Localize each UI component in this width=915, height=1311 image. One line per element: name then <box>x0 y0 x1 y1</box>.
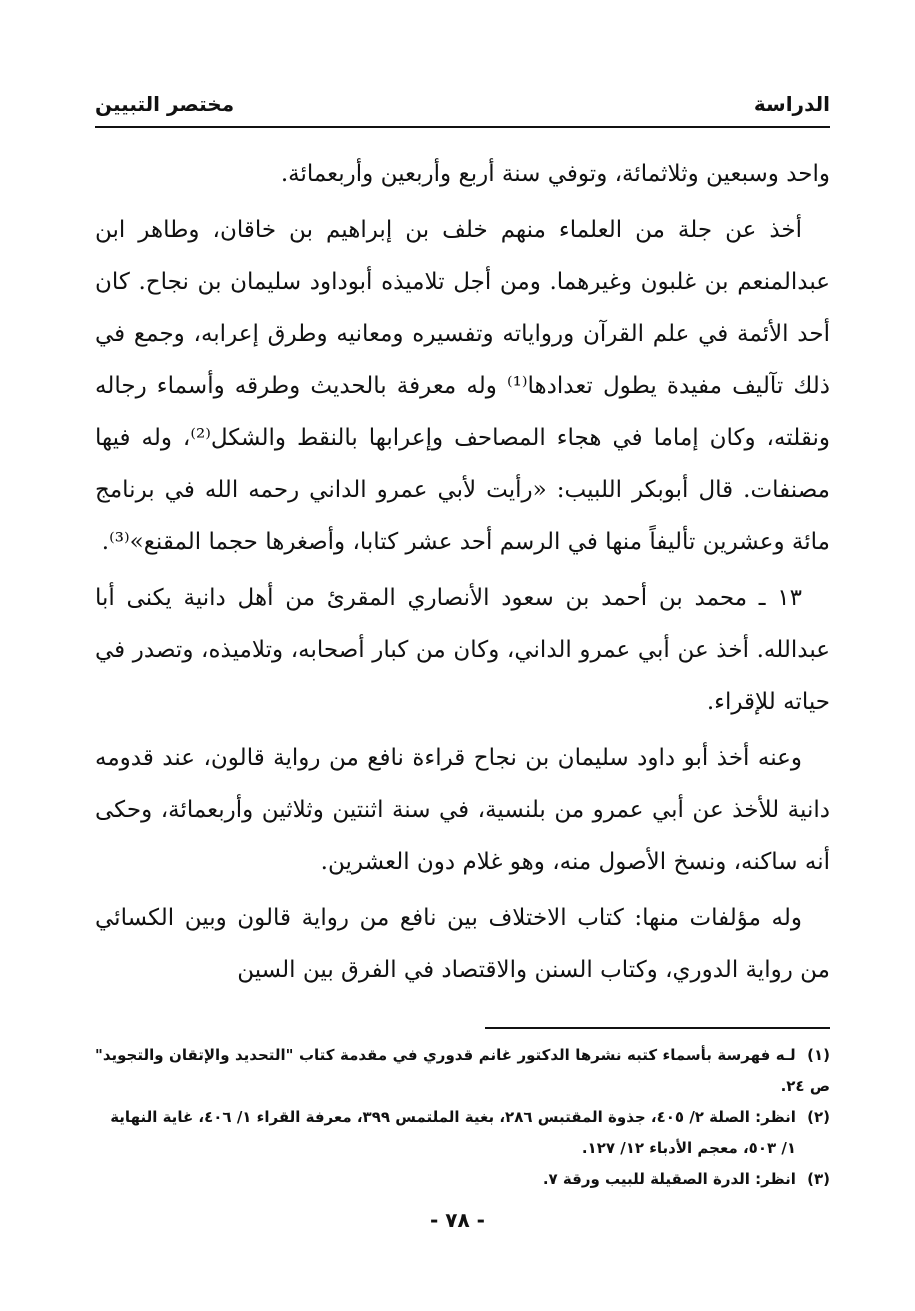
header-divider <box>95 126 830 128</box>
paragraph: أخذ عن جلة من العلماء منهم خلف بن إبراهيم بن خاقان، وطاهر ابن عبدالمنعم بن غلبون وغيرهما. ومن أجل تلاميذه أبوداود سليمان بن نجاح. كان أحد الأئمة في علم القرآن ورواياته وتفسيره ومعانيه وطرق إعرابه، وجمع في ذلك تآليف مفيدة يطول تعدادها⁽¹⁾ وله معرفة بالحديث وطرقه وأسماء رجاله ونقلته، وكان إماما في هجاء المصاحف وإعرابها بالنقط والشكل⁽²⁾، وله فيها مصنفات. قال أبوبكر اللبيب: «رأيت لأبي عمرو الداني رحمه الله في برنامج مائة وعشرين تأليفاً منها في الرسم أحد عشر كتابا، وأصغرها حجما المقنع»⁽³⁾. <box>95 217 830 555</box>
main-text <box>95 148 830 1000</box>
paragraph-entry-13: ١٣ ـ محمد بن أحمد بن سعود الأنصاري المقرئ من أهل دانية يكنى أبا عبدالله. أخذ عن أبي عمرو الداني، وكان من كبار أصحابه، وتلاميذه، وتصدر في حياته للإقراء. <box>95 585 830 715</box>
footnote-2 <box>95 1102 830 1133</box>
footnote-text: انظر: الصلة ٢/ ٤٠٥، جذوة المقتبس ٢٨٦، بغية الملتمس ٣٩٩، معرفة القراء ١/ ٤٠٦، غاية النهاية <box>110 1108 796 1126</box>
paragraph: وله مؤلفات منها: كتاب الاختلاف بين نافع من رواية قالون وبين الكسائي من رواية الدوري، وكتاب السنن والاقتصاد في الفرق بين السين <box>95 905 830 983</box>
footnote-1 <box>95 1040 830 1102</box>
header-book-title: مختصر التبيين <box>95 92 235 116</box>
footnotes <box>95 1040 830 1195</box>
footnote-text: انظر: الدرة الصقيلة للبيب ورقة ٧. <box>542 1170 796 1188</box>
footnote-number: (٣) <box>807 1170 830 1188</box>
footnote-2-continuation: ١/ ٥٠٣، معجم الأدباء ١٢/ ١٢٧. <box>581 1139 796 1157</box>
footnote-3 <box>95 1164 830 1195</box>
running-header <box>95 82 830 116</box>
paragraph: وعنه أخذ أبو داود سليمان بن نجاح قراءة نافع من رواية قالون، عند قدومه دانية للأخذ عن أبي عمرو من بلنسية، في سنة اثنتين وثلاثين وأربعمائة، وحكى أنه ساكنه، ونسخ الأصول منه، وهو غلام دون العشرين. <box>95 745 830 875</box>
paragraph-continuation: واحد وسبعين وثلاثمائة، وتوفي سنة أربع وأربعين وأربعمائة. <box>280 161 830 187</box>
footnote-text: لـه فهرسة بأسماء كتبه نشرها الدكتور غانم قدوري في مقدمة كتاب "التحديد والإتقان والتجويد" ص ٢٤. <box>95 1046 830 1095</box>
footnote-number: (٢) <box>807 1108 830 1126</box>
page-number: - ٧٨ - <box>430 1208 485 1232</box>
header-section-title: الدراسة <box>753 92 830 116</box>
footnote-number: (١) <box>807 1046 830 1064</box>
footnote-divider <box>485 1027 830 1029</box>
